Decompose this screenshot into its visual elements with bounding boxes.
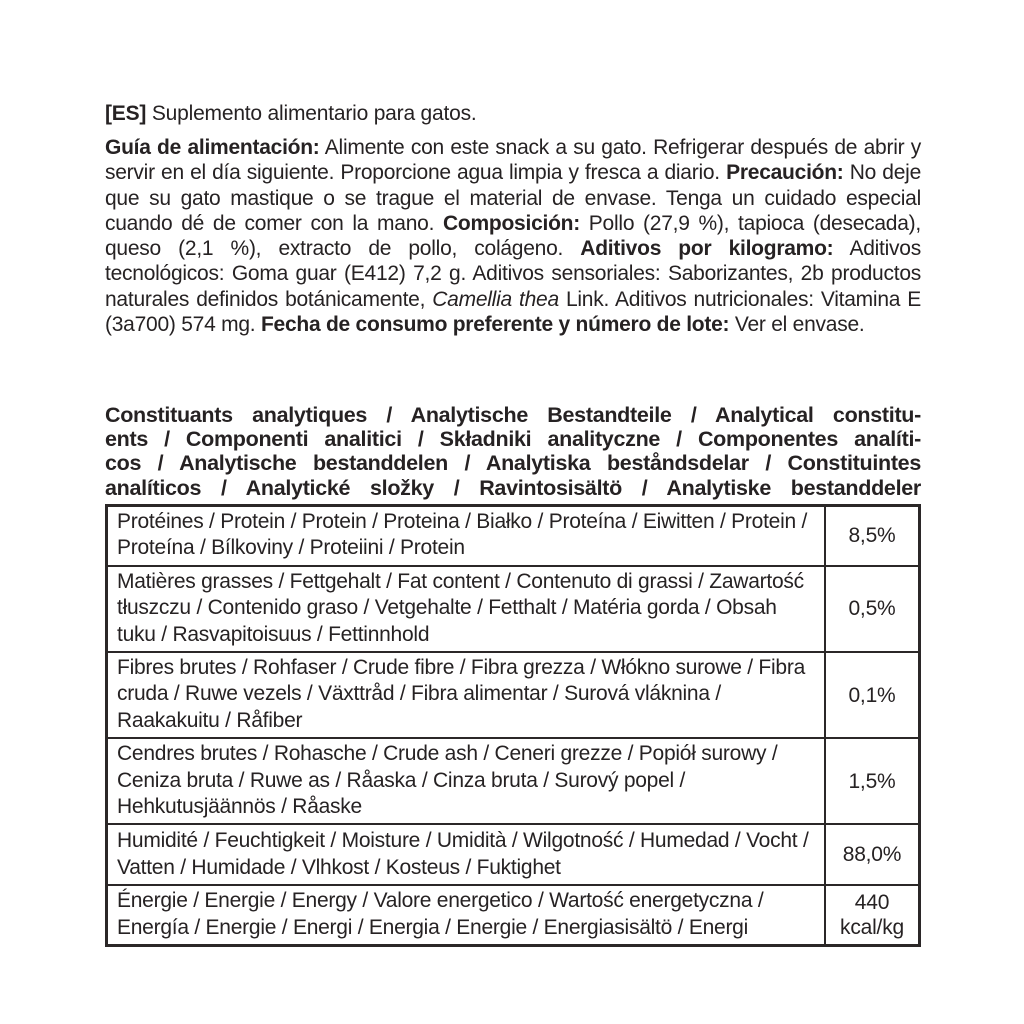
table-row-protein [108,507,918,565]
row-value: 0,5% [824,567,918,651]
feeding-guide-heading: Guía de alimentación: [105,136,320,159]
additives-heading: Aditivos por kilogramo: [580,237,834,261]
language-tag: [ES] [105,102,147,125]
feeding-guide-text: Alimente con este snack a su gato. Refrigerar después de abrir y servir en el día siguiente. Proporcione agua limpia y fresca a diario. [105,136,921,185]
row-label: Cendres brutes / Rohasche / Crude ash / Ceneri grezze / Popiół surowy / Ceniza bruta / Ruwe as / Råaska / Cinza bruta / Surový popel / Hehkutusjäännös / Råaske [117,742,778,819]
table-row-ash [108,737,918,823]
table-row-energy [108,884,918,944]
row-value: 440 kcal/kg [824,886,918,944]
analytical-constituents-table [105,504,921,947]
best-before-heading: Fecha de consumo preferente y número de lote: [260,313,730,337]
row-value: 0,1% [824,653,918,737]
additives-text-before-latin: Aditivos tecnológicos: Goma guar (E412) 7,2 g. Aditivos sensoriales: Saborizantes, 2b productos naturales definidos botánicamente, [105,237,921,311]
table-row-moisture [108,823,918,884]
table-row-fat [108,565,918,651]
caution-text: No deje que su gato mastique o se trague el material de envase. Tenga un cuidado especial cuando dé de comer con la mano. [105,161,922,235]
composition-text: Pollo (27,9 %), tapioca (desecada), queso (2,1 %), extracto de pollo, colágeno. [105,211,921,261]
heading-line-4: analíticos / Analytické složky / Ravintosisältö / Analytiske bestanddeler [105,475,921,500]
additives-text-after-latin: Link. Aditivos nutricionales: Vitamina E (3a700) 574 mg. [105,287,922,337]
row-value: 8,5% [824,507,918,565]
analytical-constituents-heading [105,403,921,500]
heading-line-3: cos / Analytische bestanddelen / Analytiska beståndsdelar / Constituintes [105,451,921,476]
feeding-guide-paragraph [105,135,921,337]
heading-line-2: ents / Componenti analitici / Składniki analityczne / Componentes analíti- [105,427,921,452]
caution-heading: Precaución: [726,161,844,185]
row-value: 88,0% [824,825,918,884]
row-label: Fibres brutes / Rohfaser / Crude fibre / Fibra grezza / Włókno surowe / Fibra cruda / Ruwe vezels / Växttråd / Fibra alimentar / Surová vláknina / Raakakuitu / Råfiber [117,656,806,732]
row-value: 1,5% [824,739,918,823]
row-label: Humidité / Feuchtigkeit / Moisture / Umidità / Wilgotność / Humedad / Vocht / Vatten / Humidade / Vlhkost / Kosteus / Fuktighet [117,829,809,879]
best-before-text: Ver el envase. [729,313,865,337]
table-row-fibre [108,651,918,737]
product-title: Suplemento alimentario para gatos. [146,102,477,125]
row-label: Énergie / Energie / Energy / Valore energetico / Wartość energetyczna / Energía / Energie / Energi / Energia / Energie / Energiasisältö / Energi [117,889,764,939]
product-title-line [105,101,921,126]
composition-heading: Composición: [442,211,580,235]
label-content [105,0,921,1024]
row-label: Protéines / Protein / Protein / Proteina / Białko / Proteína / Eiwitten / Protein / Proteína / Bílkoviny / Proteiini / Protein [117,510,808,560]
heading-line-1: Constituants analytiques / Analytische Bestandteile / Analytical constitu- [105,403,921,427]
row-label: Matières grasses / Fettgehalt / Fat content / Contenuto di grassi / Zawartość tłuszczu / Contenido graso / Vetgehalte / Fetthalt / Matéria gorda / Obsah tuku / Rasvapitoisuus / Fettinnhold [117,569,804,646]
botanical-name: Camellia thea [432,287,559,311]
